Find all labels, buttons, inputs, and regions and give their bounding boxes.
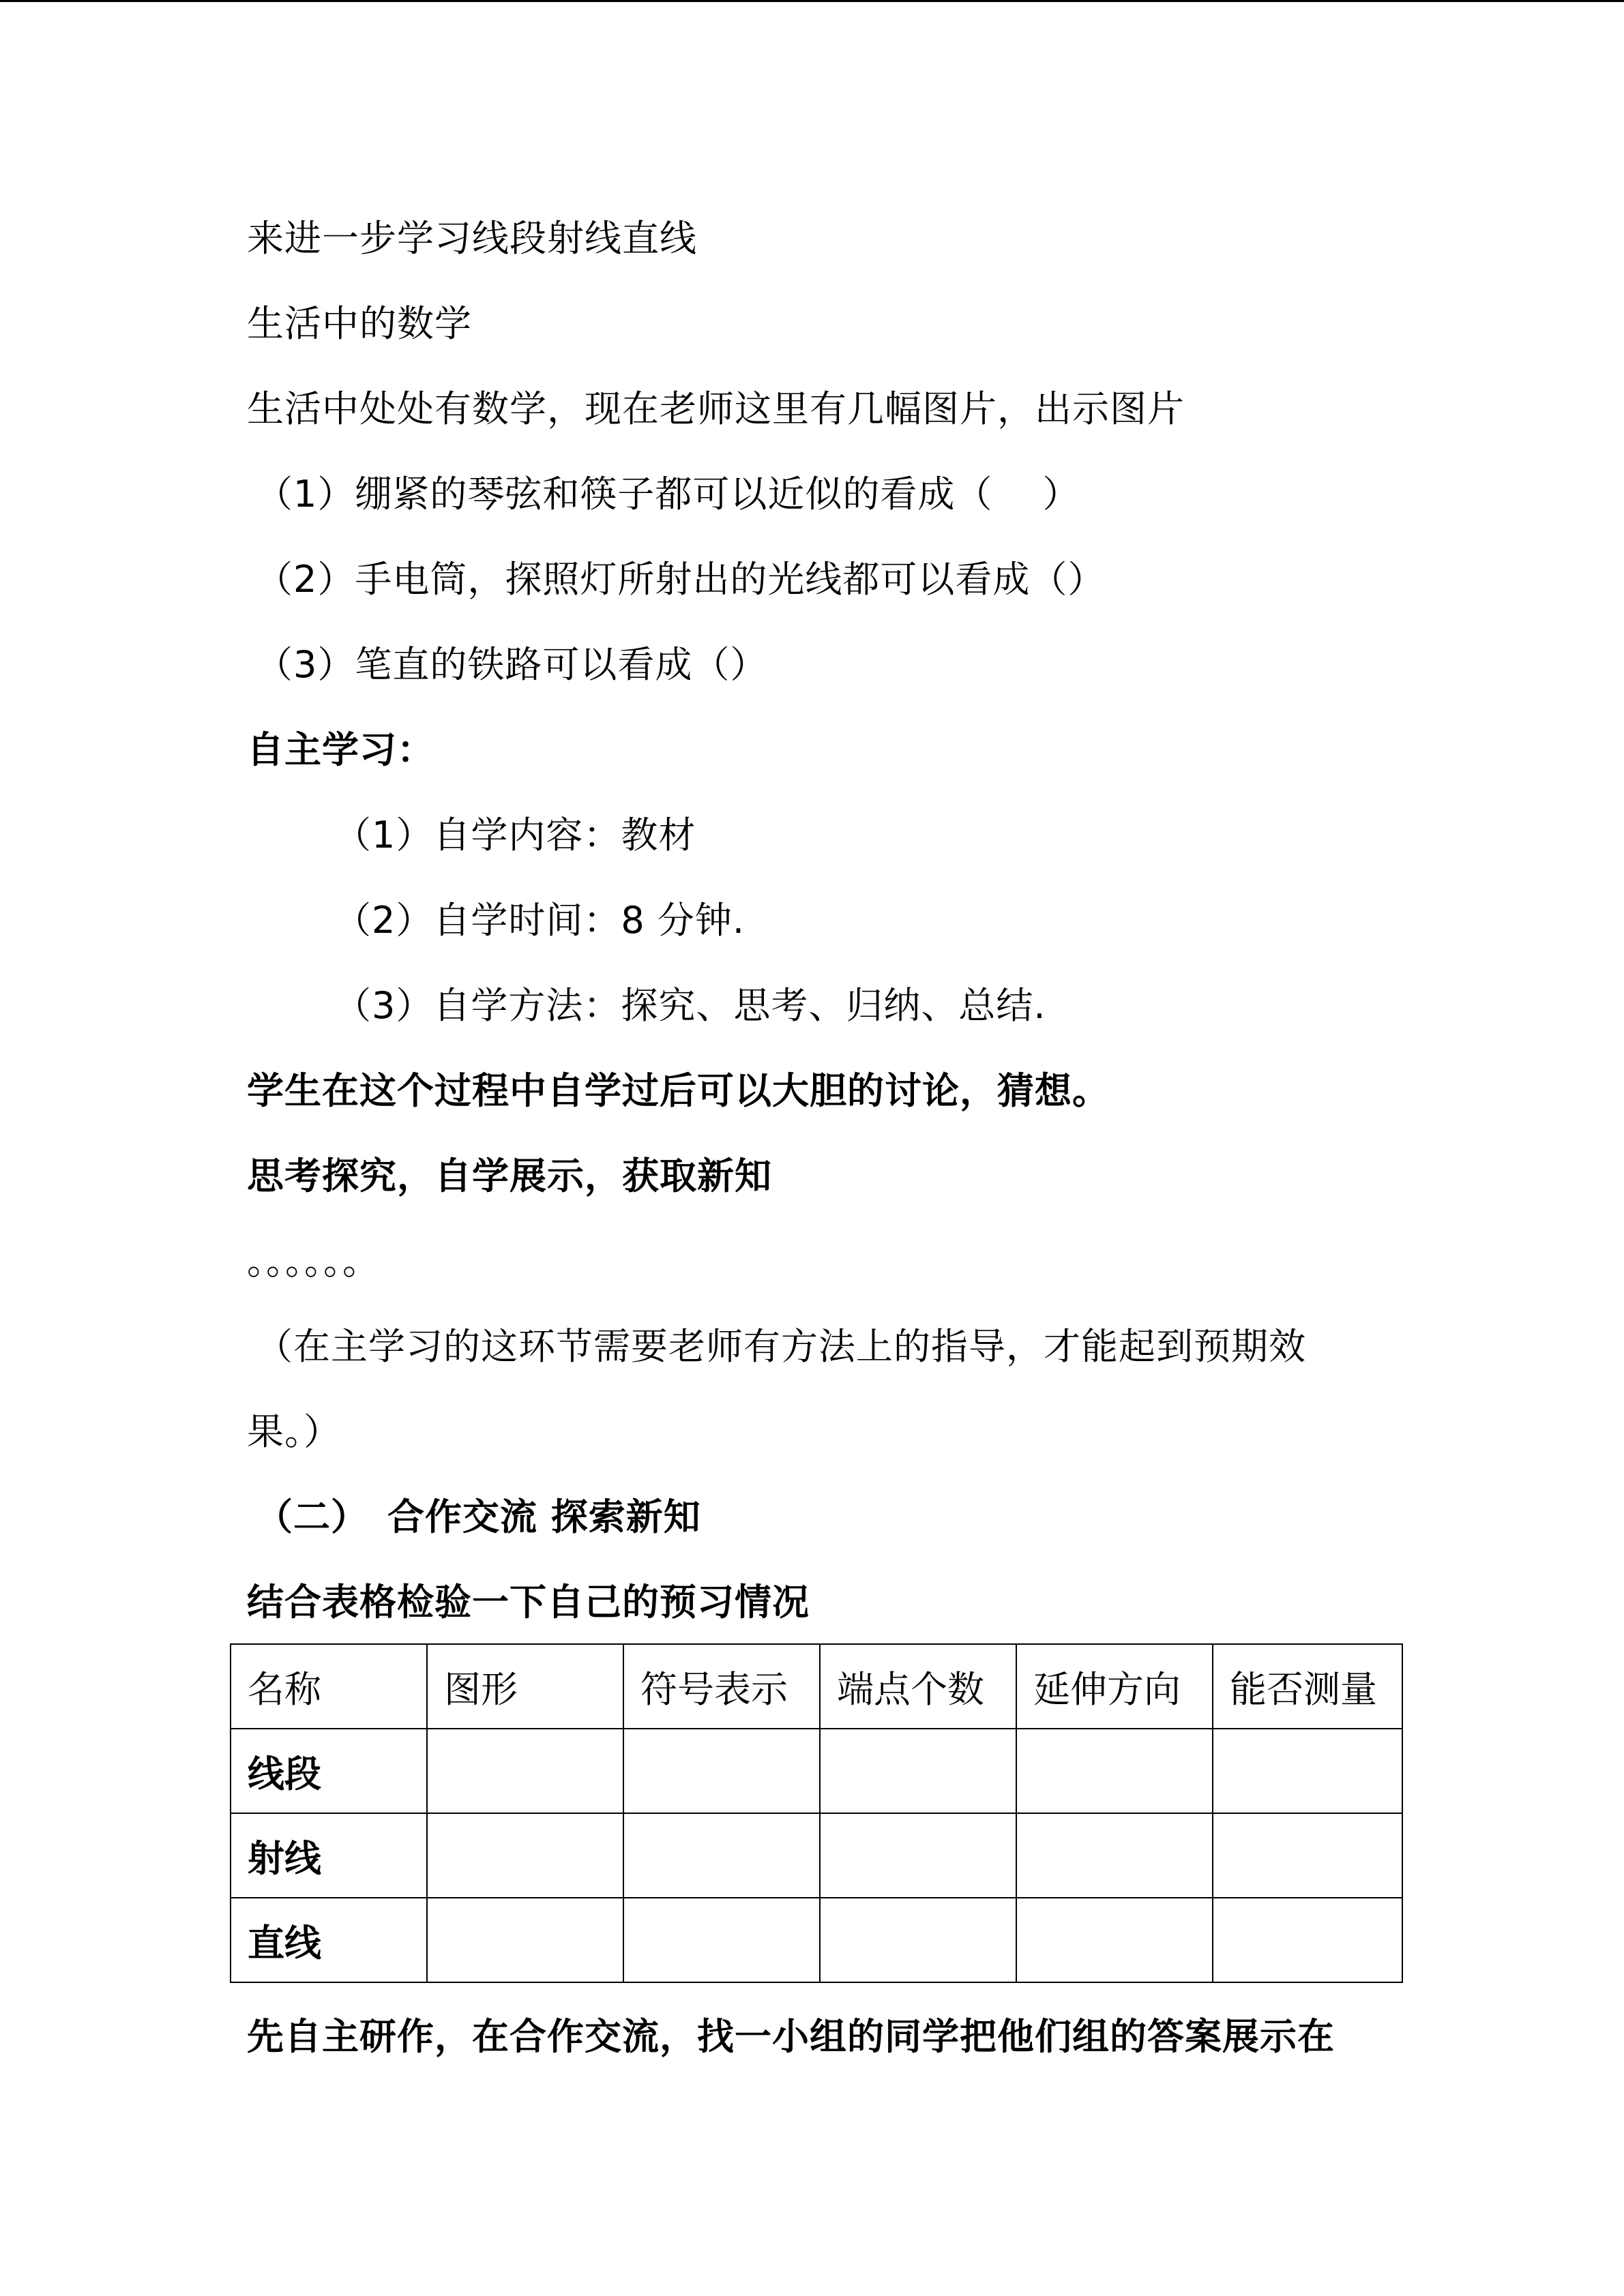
table-cell: [1016, 1898, 1213, 1982]
table-cell: [1016, 1729, 1213, 1813]
table-cell: [820, 1898, 1016, 1982]
table-header-cell: 符号表示: [623, 1644, 820, 1729]
table-header-cell: 端点个数: [820, 1644, 1016, 1729]
self-study-heading: 自主学习：: [247, 728, 434, 771]
intro-line: 来进一步学习线段射线直线: [247, 217, 697, 260]
table-cell: [1016, 1813, 1213, 1898]
self-study-time: （2）自学时间：8 分钟.: [334, 899, 745, 942]
table-cell: [1213, 1729, 1402, 1813]
row-label-straight-line: 直线: [231, 1898, 427, 1982]
table-intro: 结合表格检验一下自己的预习情况: [247, 1581, 810, 1624]
preview-check-table: [230, 1643, 1403, 1983]
self-study-content: （1）自学内容：教材: [334, 814, 696, 856]
table-row: [231, 1813, 1402, 1898]
table-cell: [1213, 1898, 1402, 1982]
teacher-guidance-note-end: 果。）: [247, 1410, 341, 1453]
self-study-method: （3）自学方法：探究、思考、归纳、总结.: [334, 984, 1046, 1027]
question-2: （2）手电筒，探照灯所射出的光线都可以看成（）: [256, 558, 1106, 601]
table-cell: [427, 1729, 623, 1813]
table-cell: [427, 1813, 623, 1898]
table-header-cell: 图形: [427, 1644, 623, 1729]
table-cell: [623, 1813, 820, 1898]
table-cell: [623, 1898, 820, 1982]
table-cell: [1213, 1813, 1402, 1898]
life-math-description: 生活中处处有数学，现在老师这里有几幅图片，出示图片: [247, 387, 1185, 430]
closing-paragraph: 先自主研作，在合作交流，找一小组的同学把他们组的答案展示在: [247, 2015, 1335, 2058]
ellipsis-line: 。。。。。。: [247, 1240, 380, 1283]
question-3: （3）笔直的铁路可以看成（）: [256, 643, 768, 686]
explore-heading: 思考探究，自学展示，获取新知: [247, 1154, 772, 1197]
teacher-guidance-note: （在主学习的这环节需要老师有方法上的指导，才能起到预期效: [256, 1325, 1306, 1368]
row-label-ray: 射线: [231, 1813, 427, 1898]
table-cell: [623, 1729, 820, 1813]
table-cell: [820, 1813, 1016, 1898]
student-discussion-note: 学生在这个过程中自学过后可以大胆的讨论，猜想。: [247, 1069, 1110, 1112]
table-row: [231, 1898, 1402, 1982]
section-heading-life-math: 生活中的数学: [247, 302, 472, 345]
table-header-cell: 能否测量: [1213, 1644, 1402, 1729]
table-row: [231, 1729, 1402, 1813]
table-cell: [427, 1898, 623, 1982]
page-top-border: [0, 0, 1624, 2]
table-cell: [820, 1729, 1016, 1813]
table-header-row: [231, 1644, 1402, 1729]
table-header-cell: 延伸方向: [1016, 1644, 1213, 1729]
cooperation-heading: （二） 合作交流 探索新知: [256, 1495, 701, 1538]
row-label-line-segment: 线段: [231, 1729, 427, 1813]
question-1: （1）绷紧的琴弦和筷子都可以近似的看成（ ）: [256, 473, 1080, 516]
table-header-cell: 名称: [231, 1644, 427, 1729]
